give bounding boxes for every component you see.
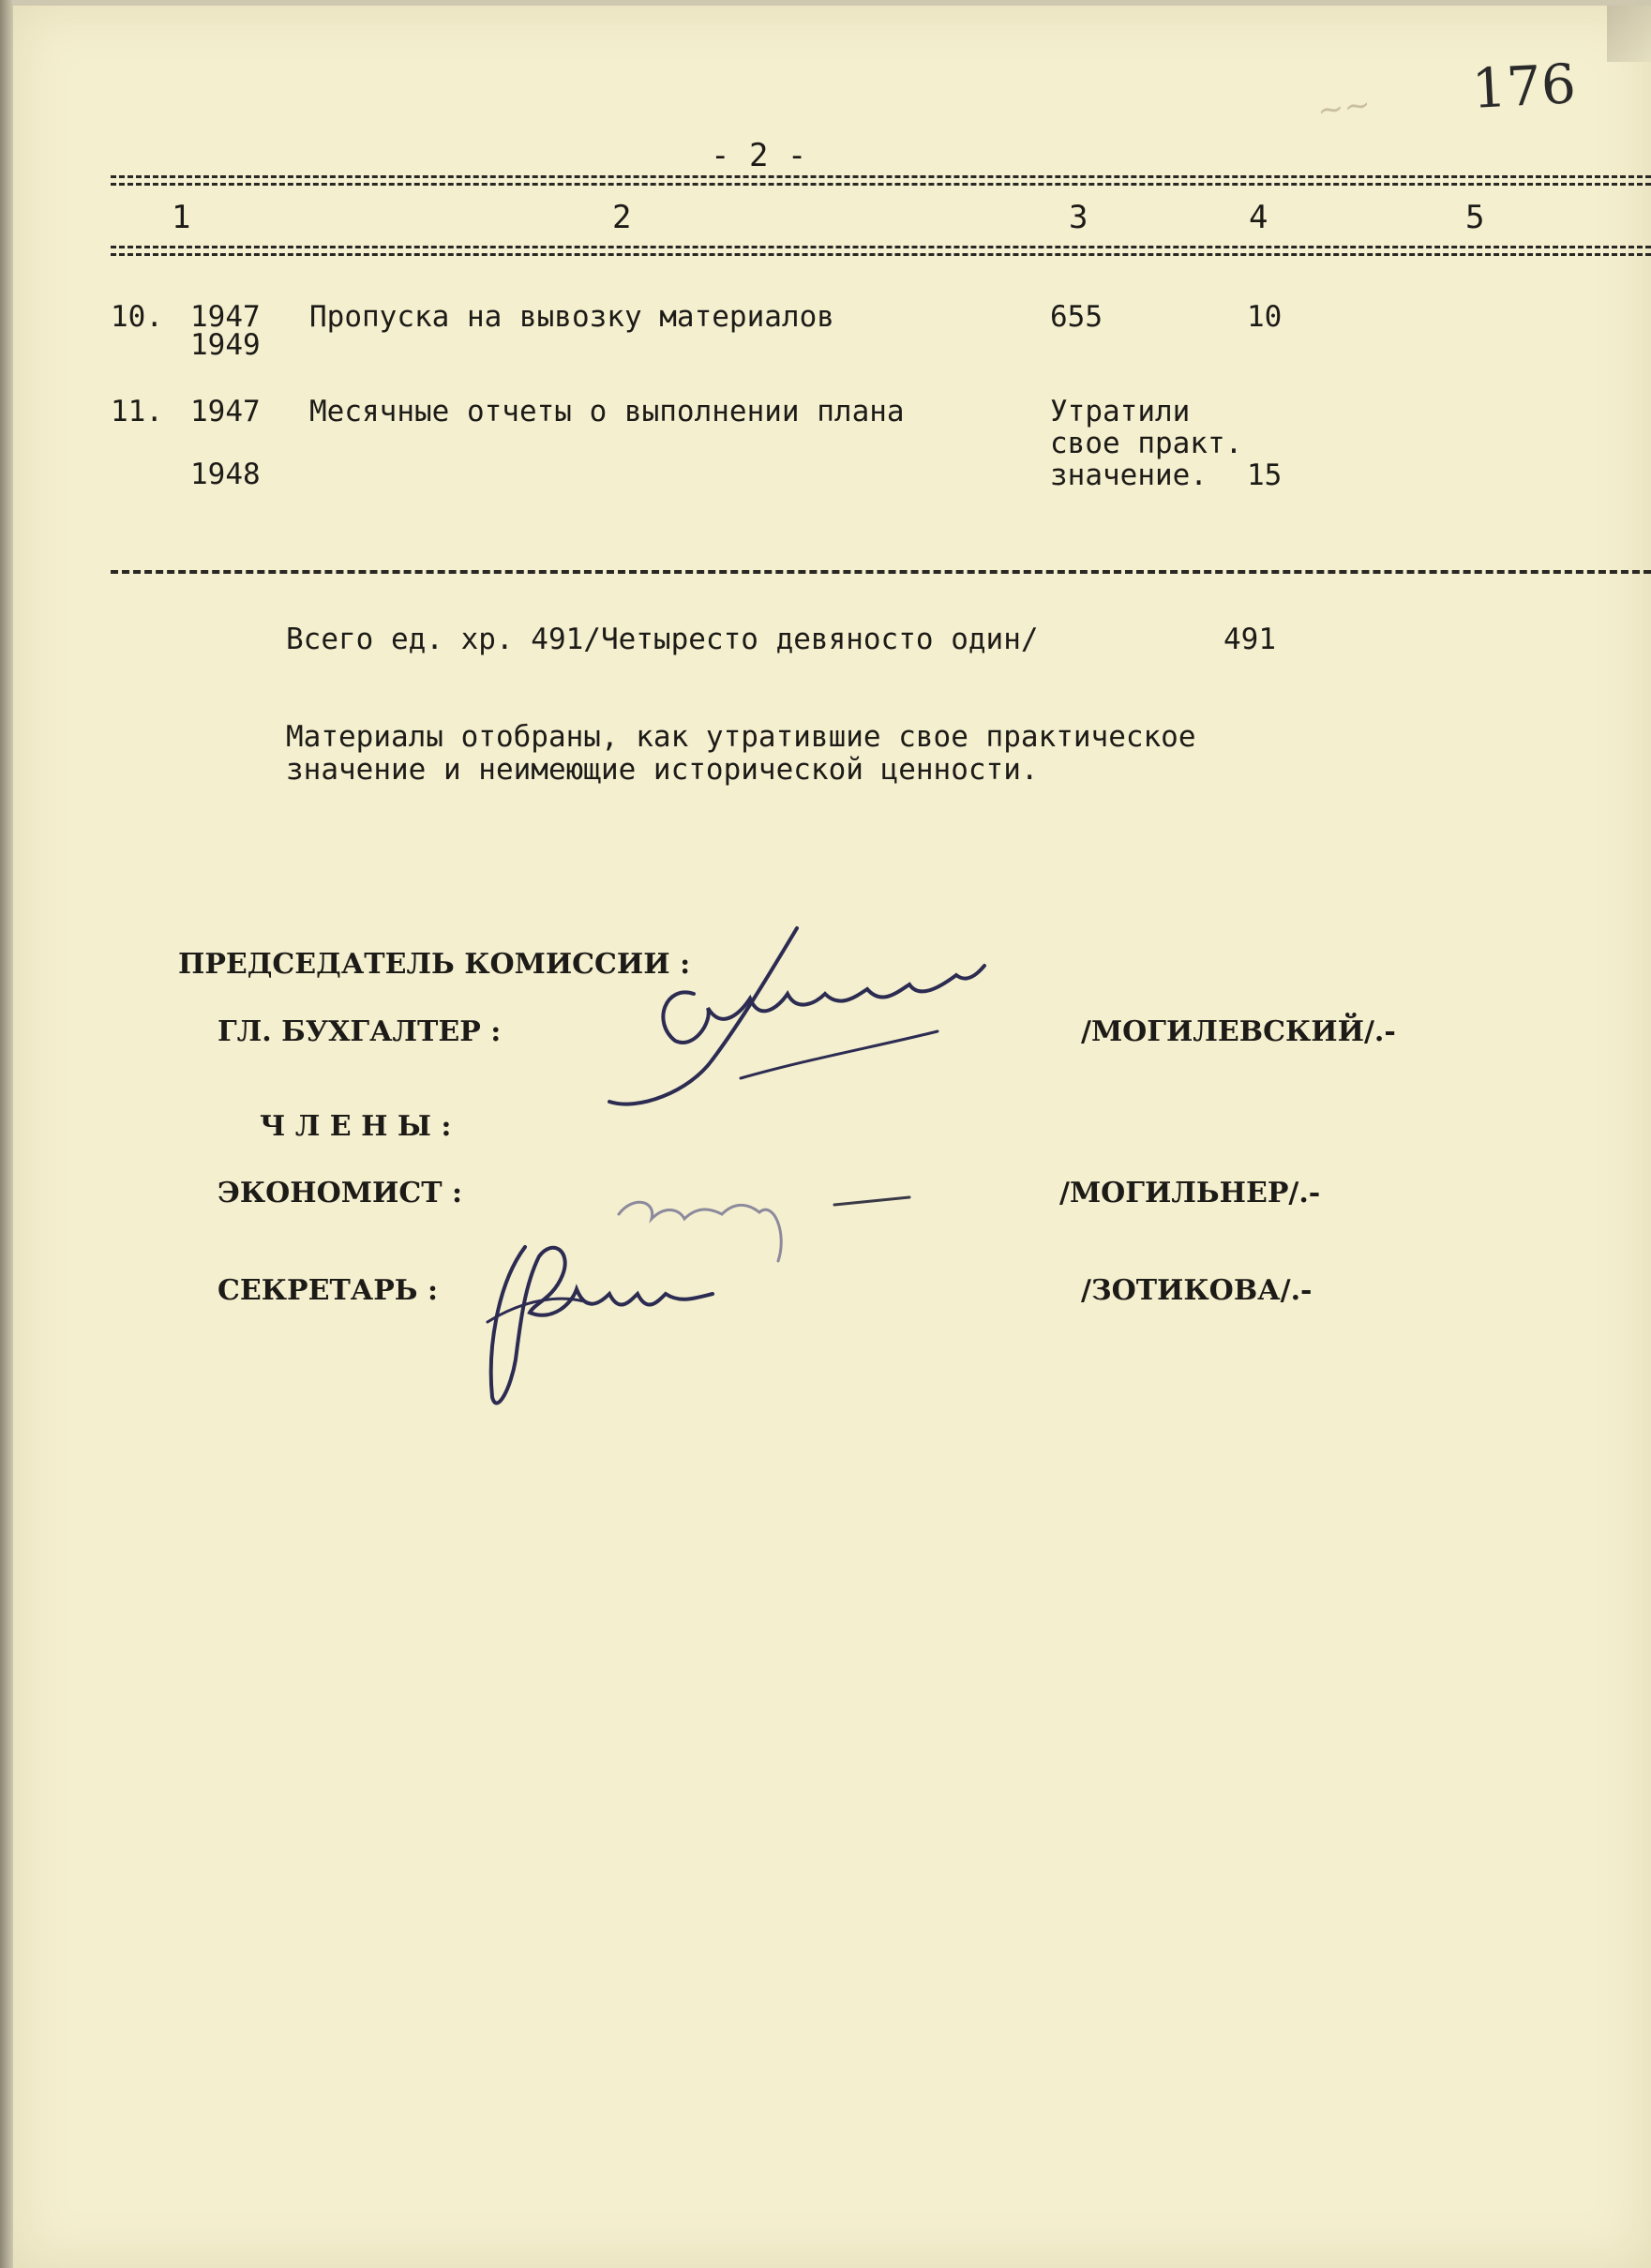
economist-label: ЭКОНОМИСТ :	[218, 1177, 463, 1209]
column-header-4: 4	[1249, 199, 1268, 236]
row-year-start: 1947	[190, 395, 261, 428]
row-col4: 10	[1247, 300, 1283, 334]
column-header-3: 3	[1069, 199, 1088, 236]
row-col3-line-3: значение.	[1050, 458, 1208, 492]
total-line: Всего ед. хр. 491/Четыресто девяносто один/	[286, 623, 1039, 656]
total-value: 491	[1223, 623, 1276, 656]
secretary-name: /ЗОТИКОВА/.-	[1081, 1274, 1313, 1307]
column-header-2: 2	[612, 199, 632, 236]
row-year-end: 1948	[190, 458, 261, 491]
secretary-label: СЕКРЕТАРЬ :	[218, 1274, 439, 1307]
row-col3-line-1: Утратили	[1050, 395, 1191, 428]
page-corner	[1607, 6, 1651, 62]
table-header-rule	[111, 246, 1651, 256]
row-title: Месячные отчеты о выполнении плана	[309, 395, 905, 428]
folio-number: 176	[1470, 52, 1578, 121]
row-number: 11.	[111, 395, 163, 428]
table-top-rule	[111, 175, 1651, 186]
members-label: Ч Л Е Н Ы :	[260, 1110, 452, 1143]
row-title: Пропуска на вывозку материалов	[309, 300, 834, 334]
column-header-1: 1	[172, 199, 191, 236]
row-year-end: 1949	[190, 328, 261, 362]
note-line-1: Материалы отобраны, как утратившие свое практическое	[286, 720, 1196, 754]
economist-name: /МОГИЛЬНЕР/.-	[1059, 1177, 1321, 1209]
note-line-2: значение и неимеющие исторической ценности.	[286, 753, 1039, 787]
chief-accountant-label: ГЛ. БУХГАЛТЕР :	[218, 1015, 502, 1048]
row-year-start: 1947	[190, 300, 261, 334]
page-edge-shadow	[0, 0, 13, 2268]
row-col3: 655	[1050, 300, 1103, 334]
table-bottom-rule	[111, 570, 1651, 574]
secretary-signature	[469, 1209, 769, 1425]
page-number: - 2 -	[711, 137, 807, 174]
row-col3-line-2: свое практ.	[1050, 427, 1243, 460]
row-col4: 15	[1247, 458, 1283, 492]
chief-accountant-signature	[600, 919, 1088, 1125]
chief-accountant-name: /МОГИЛЕВСКИЙ/.-	[1081, 1015, 1396, 1048]
faint-pencil-mark: ~~	[1314, 85, 1373, 130]
chairman-label: ПРЕДСЕДАТЕЛЬ КОМИССИИ :	[178, 948, 691, 981]
column-header-5: 5	[1465, 199, 1485, 236]
row-number: 10.	[111, 300, 163, 334]
